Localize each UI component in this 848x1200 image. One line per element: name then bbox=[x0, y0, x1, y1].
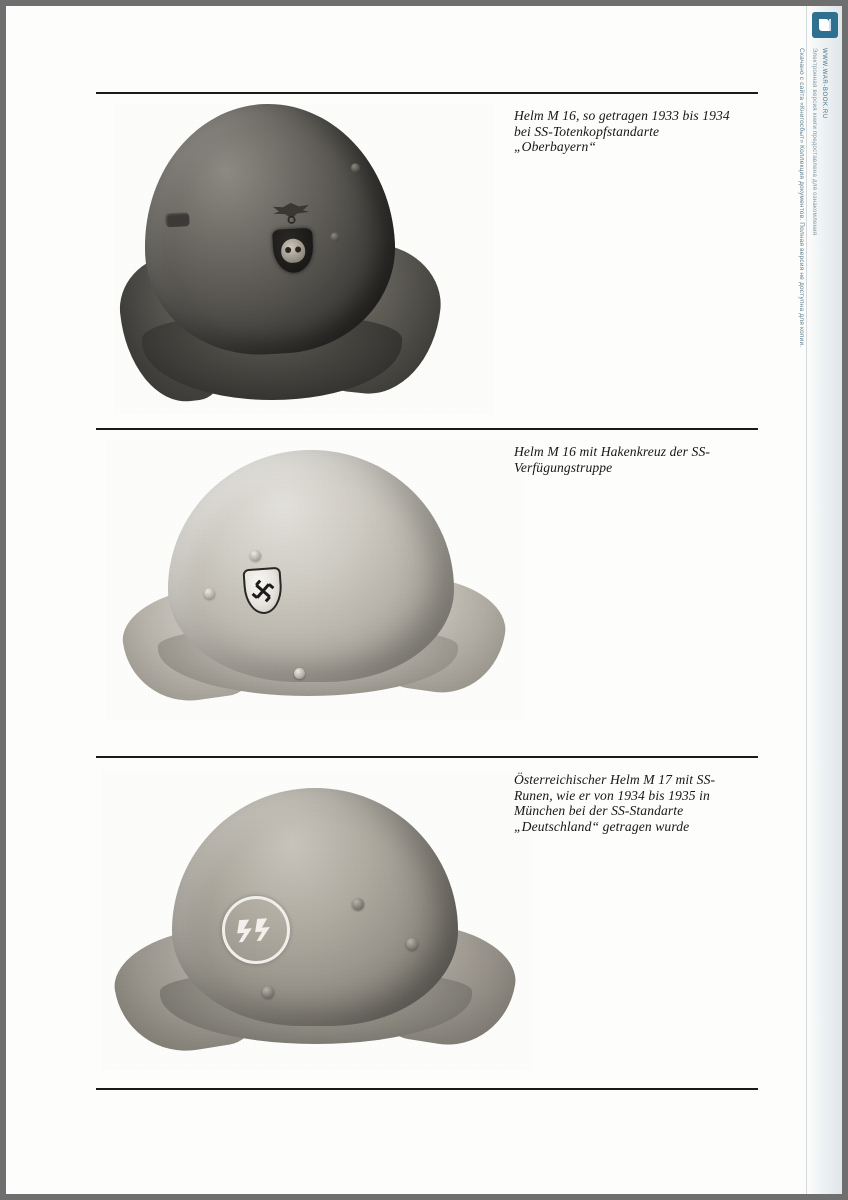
helmet3-dome bbox=[172, 788, 458, 1026]
helmet2-rivet bbox=[250, 550, 261, 561]
helmet2-dome bbox=[168, 450, 454, 682]
rule-top bbox=[96, 92, 758, 94]
helmet1-rivet bbox=[351, 163, 360, 172]
helmet3-rivet bbox=[352, 898, 364, 910]
figure-2-caption: Helm M 16 mit Hakenkreuz der SS-Verfügungstruppe bbox=[514, 444, 710, 475]
figure-3-image bbox=[102, 770, 532, 1070]
eagle-decal-icon bbox=[268, 198, 313, 228]
helmet1-dome bbox=[138, 98, 401, 361]
totenkopf-shield bbox=[272, 228, 314, 274]
site-logo-icon[interactable] bbox=[812, 12, 838, 38]
watermark-line-1: Скачано с сайта «Книгосбыт» Коллекция документов. Полная версия не доступна для копии. bbox=[798, 48, 805, 348]
rule-between-1-2 bbox=[96, 428, 758, 430]
helmet2-rivet bbox=[294, 668, 305, 679]
watermark-sidebar bbox=[798, 6, 842, 1194]
figure-2-image bbox=[106, 440, 526, 720]
helmet2-rivet bbox=[204, 588, 215, 599]
watermark-line-2: Электронная версия книги предоставлена для ознакомления bbox=[811, 48, 817, 236]
helmet3-rivet bbox=[262, 986, 274, 998]
helmet1-ventilation-lug bbox=[165, 212, 190, 227]
figure-1-image bbox=[114, 104, 494, 414]
figure-1-caption: Helm M 16, so getragen 1933 bis 1934 bei SS-Totenkopfstandarte „Oberbayern“ bbox=[514, 108, 730, 155]
skull-icon bbox=[281, 238, 306, 263]
watermark-url: WWW.WAR-BOOK.RU bbox=[821, 48, 827, 119]
figure-3-caption: Österreichischer Helm M 17 mit SS-Runen, wie er von 1934 bis 1935 in München bei der SS-Standarte „Deutschland“ getragen wurde bbox=[514, 772, 716, 834]
rule-between-2-3 bbox=[96, 756, 758, 758]
helmet1-rivet bbox=[330, 232, 339, 241]
rule-bottom bbox=[96, 1088, 758, 1090]
page-content bbox=[96, 0, 758, 1188]
helmet3-rivet bbox=[406, 938, 418, 950]
